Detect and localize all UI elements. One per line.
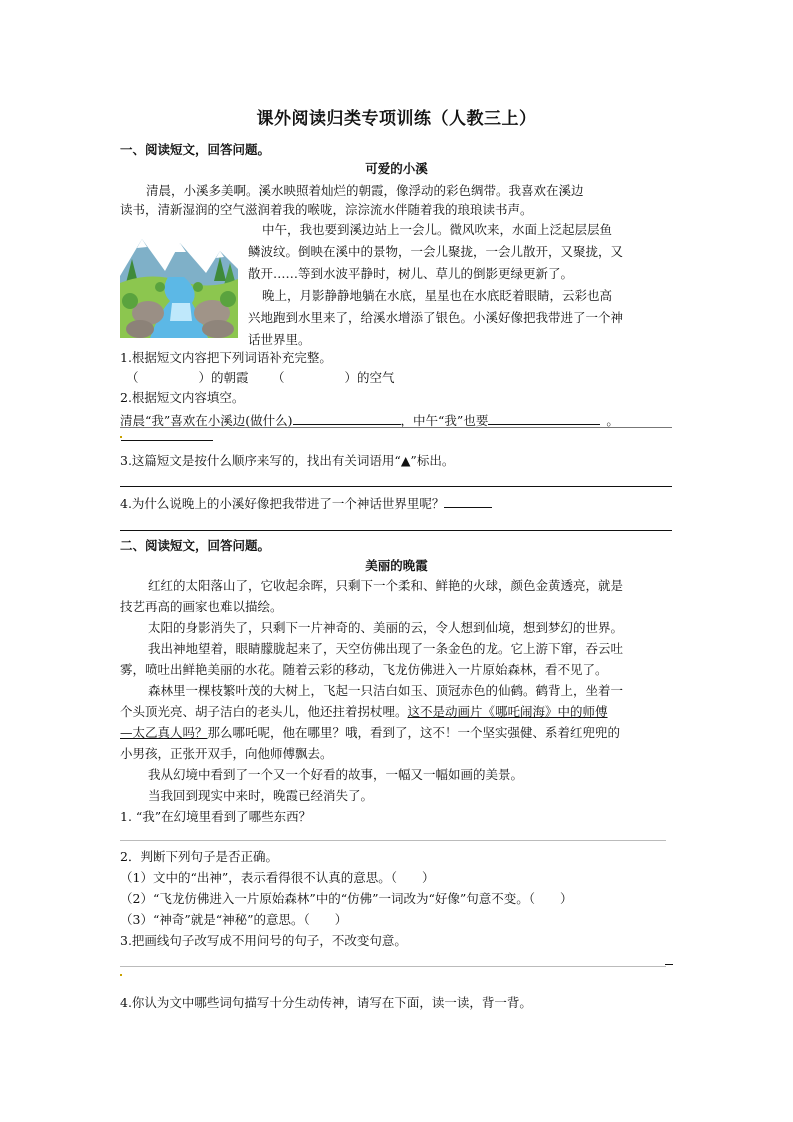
mark-dot-2 xyxy=(120,974,122,976)
s2-q2-item2: （2）“飞龙仿佛进入一片原始森林”中的“仿佛”一词改为“好像”句意不变。（ ） xyxy=(120,891,573,906)
section1-story-title: 可爱的小溪 xyxy=(365,161,428,176)
s1-q3-answer-line[interactable] xyxy=(120,486,672,487)
s1-q4-blank[interactable] xyxy=(444,493,492,508)
s2-underlined-sentence-part1: 这不是动画片《哪吒闹海》中的师傅 xyxy=(407,704,608,719)
s1-p1-line2: 读书，清新湿润的空气滋润着我的喉咙，淙淙流水伴随着我的琅琅读书声。 xyxy=(120,202,533,217)
s1-question3: 3.这篇短文是按什么顺序来写的，找出有关词语用“▲”标出。 xyxy=(120,453,455,468)
s1-q2-underline xyxy=(120,427,672,428)
section1-heading: 一、阅读短文，回答问题。 xyxy=(120,142,271,157)
s2-q3-line-end xyxy=(665,964,673,965)
s1-p2-line2: 鳞波纹。倒映在溪中的景物，一会儿聚拢，一会儿散开，又聚拢，又 xyxy=(248,244,624,259)
s2-q3-answer-line[interactable] xyxy=(120,966,666,967)
s1-p3-line1: 晚上，月影静静地躺在水底，星星也在水底眨着眼睛，云彩也高 xyxy=(262,288,613,303)
s2-p1-line1: 红红的太阳落山了，它收起余晖，只剩下一个柔和、鲜艳的火球，颜色金黄透亮，就是 xyxy=(148,578,624,593)
s1-q2-part-b: ，中午“我”也要 xyxy=(400,413,489,428)
s1-q2-end: 。 xyxy=(606,413,619,428)
s1-question1: 1.根据短文内容把下列词语补充完整。 xyxy=(120,350,332,365)
s2-p4-line3-plain: 那么哪吒呢，他在哪里？哦，看到了，这不！一个坚实强健、系着红兜兜的 xyxy=(207,725,621,740)
s1-q1-blank-b[interactable] xyxy=(272,369,395,387)
s2-q2-item1: （1）文中的“出神”，表示看得很不认真的意思。（ ） xyxy=(120,870,435,885)
s2-q2-item3: （3）“神奇”就是“神秘”的意思。（ ） xyxy=(120,912,348,927)
section2-heading: 二、阅读短文，回答问题。 xyxy=(120,538,271,553)
s1-p2-line3: 散开……等到水波平静时，树儿、草儿的倒影更绿更新了。 xyxy=(248,266,574,281)
stream-illustration xyxy=(120,221,238,338)
s2-p4-line1: 森林里一棵枝繁叶茂的大树上，飞起一只洁白如玉、顶冠赤色的仙鹤。鹤背上，坐着一 xyxy=(148,683,624,698)
s1-q1-b-open: （ xyxy=(272,370,285,385)
s1-q1-b-close: ）的空气 xyxy=(344,370,395,385)
s1-question4 xyxy=(120,493,492,513)
s1-q2-blank-b[interactable] xyxy=(488,410,600,425)
s1-q1-a-close: ）的朝霞 xyxy=(198,370,249,385)
s2-p4-line2-plain: 个头顶光亮、胡子洁白的老头儿，他还拄着拐杖哩。 xyxy=(120,704,408,719)
s1-p3-line3: 话世界里。 xyxy=(248,332,311,347)
s2-question3: 3.把画线句子改写成不用问号的句子，不改变句意。 xyxy=(120,933,407,948)
s2-p3-line1: 我出神地望着，眼睛朦胧起来了，天空仿佛出现了一条金色的龙。它上游下窜，吞云吐 xyxy=(148,641,624,656)
s2-p1-line2: 技艺再高的画家也难以描绘。 xyxy=(120,599,283,614)
s2-p4-line4: 小男孩，正张开双手，向他师傅飘去。 xyxy=(120,746,333,761)
s2-underlined-sentence-part2: —太乙真人吗？ xyxy=(120,725,208,740)
s1-q4-text: 4.为什么说晚上的小溪好像把我带进了一个神话世界里呢？ xyxy=(120,496,445,511)
s2-p4-line2 xyxy=(120,703,608,721)
s2-p4-line3 xyxy=(120,724,620,742)
s1-q1-blank-a[interactable] xyxy=(126,369,249,387)
s1-q2-answer-line[interactable] xyxy=(121,440,213,441)
mark-dot xyxy=(120,436,122,438)
s2-question2: 2．判断下列句子是否正确。 xyxy=(120,849,278,864)
s1-q2-part-a: 清晨“我”喜欢在小溪边(做什么) xyxy=(120,413,293,428)
s2-p5-line1: 我从幻境中看到了一个又一个好看的故事，一幅又一幅如画的美景。 xyxy=(148,767,524,782)
s1-q4-answer-line[interactable] xyxy=(120,530,672,531)
s1-q2-blank-a[interactable] xyxy=(293,410,401,425)
s2-question1: 1. “我”在幻境里看到了哪些东西？ xyxy=(120,809,312,824)
page-title: 课外阅读归类专项训练（人教三上） xyxy=(256,109,537,129)
s1-p1-line1: 清晨，小溪多美啊。溪水映照着灿烂的朝霞，像浮动的彩色绸带。我喜欢在溪边 xyxy=(146,183,584,198)
s2-p2-line1: 太阳的身影消失了，只剩下一片神奇的、美丽的云，令人想到仙境，想到梦幻的世界。 xyxy=(148,620,624,635)
s1-p3-line2: 兴地跑到水里来了，给溪水增添了银色。小溪好像把我带进了一个神 xyxy=(248,310,624,325)
s1-q1-a-open: （ xyxy=(126,370,139,385)
s2-p3-line2: 雾，喷吐出鲜艳美丽的水花。随着云彩的移动，飞龙仿佛进入一片原始森林，看不见了。 xyxy=(120,662,608,677)
s2-q1-answer-line[interactable] xyxy=(120,840,666,841)
s1-p2-line1: 中午，我也要到溪边站上一会儿。微风吹来，水面上泛起层层鱼 xyxy=(262,222,613,237)
s1-question2: 2.根据短文内容填空。 xyxy=(120,390,245,405)
s2-p6-line1: 当我回到现实中来时，晚霞已经消失了。 xyxy=(148,788,374,803)
section2-story-title: 美丽的晚霞 xyxy=(365,558,428,573)
s2-question4: 4.你认为文中哪些词句描写十分生动传神，请写在下面，读一读，背一背。 xyxy=(120,995,532,1010)
